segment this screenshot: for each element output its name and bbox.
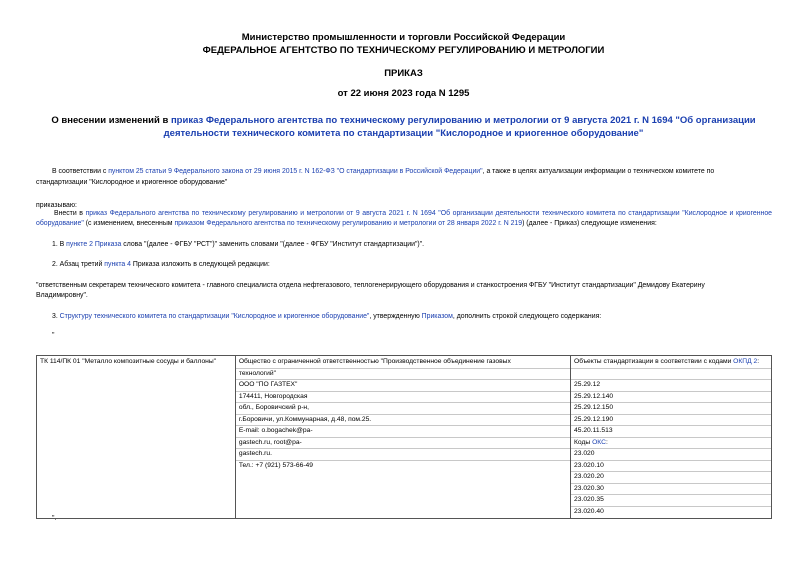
p1-prefix: Внести в: [54, 210, 86, 217]
item1-prefix: 1. В: [52, 241, 67, 248]
quote-line-2: Владимировну".: [36, 292, 88, 299]
order-1694-link[interactable]: приказ Федерального агентства по техническому регулированию и метрологии от 9 августа 2021 г. N 1694 "Об организации деятельности технического комитета по стандартизации "Кислородное и криогенное оборудование": [36, 210, 772, 227]
okpd-code: 45.20.11.513: [571, 425, 771, 437]
subject-prefix: О внесении изменений в: [51, 115, 171, 126]
document-subject: [0, 114, 807, 140]
org-line: gastech.ru.: [236, 448, 570, 460]
org-line: E-mail: o.bogachek@pa-: [236, 425, 570, 437]
oks-code: 23.020.20: [571, 471, 771, 483]
table-row: [37, 356, 772, 519]
oks-heading: [571, 437, 771, 449]
item-1: [52, 240, 424, 250]
intro-prefix: В соответствии с: [52, 168, 109, 175]
item1-suffix: слова "(далее - ФГБУ "РСТ")" заменить словами "(далее - ФГБУ "Институт стандартизации")".: [121, 241, 425, 248]
federal-law-link[interactable]: пунктом 25 статьи 9 Федерального закона от 29 июня 2015 г. N 162-ФЗ "О стандартизации в Российской Федерации": [108, 168, 483, 175]
open-quote: ": [52, 332, 55, 339]
org-line: 174411, Новгородская: [236, 391, 570, 403]
okpd-heading-colon: :: [757, 358, 760, 365]
organization-cell: [235, 356, 570, 519]
oks-code: 23.020.40: [571, 506, 771, 518]
committee-table: [36, 355, 772, 519]
org-line: технологий": [236, 368, 570, 380]
org-line: г.Боровичи, ул.Коммунарная, д.48, пом.25.: [236, 414, 570, 426]
oks-link[interactable]: ОКС: [592, 438, 606, 446]
org-line: gastech.ru, root@pa-: [236, 437, 570, 449]
org-line: обл., Боровичский р-н,: [236, 402, 570, 414]
committee-code-cell: ТК 114/ПК 01 "Металло композитные сосуды и баллоны": [37, 356, 236, 519]
committee-structure-link[interactable]: Структуру технического комитета по стандартизации "Кислородное и криогенное оборудование": [59, 313, 370, 320]
item-4-link[interactable]: пункта 4: [104, 261, 131, 268]
item2-prefix: 2. Абзац третий: [52, 261, 105, 268]
intro-line-1: [52, 167, 714, 177]
quote-line-1: "ответственным секретарем технического комитета - главного специалиста отдела нефтегазового, теплогенерирующего оборудования и станкостроения ФГБУ "Институт стандартизации" Демидову Екатерину: [36, 282, 705, 289]
document-type: ПРИКАЗ: [384, 68, 423, 79]
agency-title: ФЕДЕРАЛЬНОЕ АГЕНТСТВО ПО ТЕХНИЧЕСКОМУ РЕГУЛИРОВАНИЮ И МЕТРОЛОГИИ: [202, 45, 605, 56]
document-date-number: от 22 июня 2023 года N 1295: [337, 88, 470, 99]
item3-prefix: 3.: [52, 313, 60, 320]
order-word: приказываю:: [36, 202, 77, 209]
intro-line-2: стандартизации "Кислородное и криогенное оборудование": [36, 179, 228, 186]
item2-suffix: Приказа изложить в следующей редакции:: [131, 261, 270, 268]
item-2: [52, 260, 270, 270]
oks-code: 23.020.30: [571, 483, 771, 495]
oks-heading-text: Коды: [574, 438, 593, 446]
okpd-heading-text: Объекты стандартизации в соответствии с кодами: [574, 358, 734, 365]
order-219-link[interactable]: приказом Федерального агентства по техническому регулированию и метрологии от 28 января 2022 г. N 219: [174, 220, 523, 227]
paragraph-introduce-changes: [36, 209, 772, 229]
ministry-title: Министерство промышленности и торговли Российской Федерации: [241, 32, 566, 43]
okpd-code: 25.29.12.150: [571, 402, 771, 414]
oks-heading-colon: :: [605, 438, 608, 446]
item-3: [52, 312, 601, 322]
standardization-objects-cell: [571, 356, 772, 519]
p1-middle: (с изменением, внесенным: [83, 220, 175, 227]
item3-suffix: , дополнить строкой следующего содержания:: [452, 313, 602, 320]
org-line: Тел.: +7 (921) 573-66-49: [236, 460, 570, 472]
prikaz-link[interactable]: Приказом: [421, 313, 453, 320]
okpd-code: 25.29.12.140: [571, 391, 771, 403]
okpd-heading: [571, 357, 771, 368]
close-quote: ".: [52, 515, 57, 522]
item-2-link[interactable]: пункте 2 Приказа: [66, 241, 122, 248]
oks-code: 23.020: [571, 448, 771, 460]
oks-code: 23.020.35: [571, 494, 771, 506]
blank-line: [571, 368, 771, 380]
item3-middle: , утвержденную: [369, 313, 422, 320]
okpd-code: 25.29.12: [571, 379, 771, 391]
org-line: Общество с ограниченной ответственностью "Производственное объединение газовых: [238, 358, 511, 365]
okpd2-link[interactable]: ОКПД 2: [733, 358, 758, 365]
org-line: ООО "ПО ГАЗТЕХ": [236, 379, 570, 391]
oks-code: 23.020.10: [571, 460, 771, 472]
okpd-code: 25.29.12.190: [571, 414, 771, 426]
subject-order-link[interactable]: приказ Федерального агентства по техническому регулированию и метрологии от 9 августа 2021 г. N 1694 "Об организации деятельности технического комитета по стандартизации "Кислородное и криогенное оборудование": [163, 115, 756, 139]
p1-suffix: ) (далее - Приказ) следующие изменения:: [522, 220, 657, 227]
intro-suffix: , а также в целях актуализации информации о техническом комитете по: [482, 168, 715, 175]
